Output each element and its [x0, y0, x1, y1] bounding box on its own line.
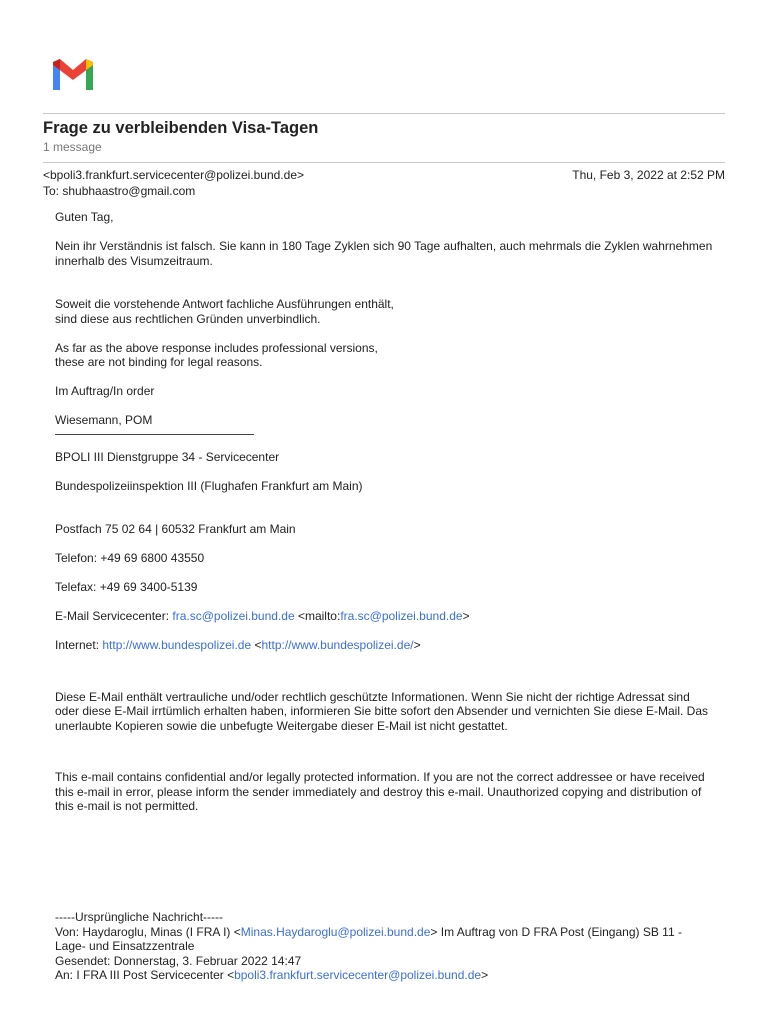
internet-line [55, 638, 715, 653]
signature-name: Wiesemann, POM [55, 413, 153, 427]
original-message-marker: -----Ursprüngliche Nachricht----- [55, 910, 224, 924]
phone-number: Telefon: +49 69 6800 43550 [55, 551, 205, 565]
website-link[interactable]: http://www.bundespolizei.de [102, 638, 252, 652]
signature-separator [55, 434, 254, 435]
unit-name: BPOLI III Dienstgruppe 34 - Servicecenter [55, 449, 280, 464]
disclaimer-en-line-1: As far as the above response includes professional versions, [55, 340, 378, 355]
postal-address: Postfach 75 02 64 | 60532 Frankfurt am Main [55, 522, 296, 536]
recipient-line: To: shubhaastro@gmail.com [43, 184, 196, 198]
quoted-to-suffix: > [481, 968, 489, 982]
quoted-sent-line: Gesendet: Donnerstag, 3. Februar 2022 14:47 [55, 953, 302, 968]
internet-label: Internet: [55, 638, 103, 652]
mailto-link[interactable]: fra.sc@polizei.bund.de [340, 609, 463, 623]
greeting: Guten Tag, [55, 210, 114, 224]
quoted-message-header [55, 910, 715, 983]
gmail-logo-icon [50, 56, 96, 92]
mailto-prefix: <mailto: [294, 609, 341, 623]
email-body [55, 210, 715, 814]
email-line [55, 609, 715, 624]
disclaimer-de-line-2: sind diese aus rechtlichen Gründen unverbindlich. [55, 311, 321, 326]
answer-paragraph: Nein ihr Verständnis ist falsch. Sie kann in 180 Tage Zyklen sich 90 Tage aufhalten, auch mehrmals die Zyklen wahrnehmen innerhalb des Visumzeitraum. [55, 239, 713, 268]
sender-address: <bpoli3.frankfurt.servicecenter@polizei.bund.de> [43, 168, 304, 182]
quoted-from-link[interactable]: Minas.Haydaroglu@polizei.bund.de [240, 924, 431, 939]
website-link-2[interactable]: http://www.bundespolizei.de/ [261, 638, 414, 652]
quoted-to-label: An: I FRA III Post Servicecenter < [55, 968, 235, 982]
quoted-from-label: Von: Haydaroglu, Minas (I FRA I) < [55, 924, 241, 939]
quoted-from-suffix: > Im Auftrag von D FRA Post (Eingang) SB 11 - Lage- und Einsatzzentrale [55, 924, 682, 953]
fax-number: Telefax: +49 69 3400-5139 [55, 580, 198, 594]
confidentiality-notice-en: This e-mail contains confidential and/or legally protected information. If you are not the correct addressee or have received this e-mail in error, please inform the sender immediately and destroy this e-mail. Unauthorized copying and distribution of this e-mail is not permitted. [55, 770, 705, 813]
internet-suffix: > [413, 638, 421, 652]
quoted-from-line [55, 925, 715, 954]
email-label: E-Mail Servicecenter: [55, 609, 173, 623]
disclaimer-de-line-1: Soweit die vorstehende Antwort fachliche Ausführungen enthält, [55, 297, 394, 311]
quoted-to-line [55, 968, 715, 983]
sent-date: Thu, Feb 3, 2022 at 2:52 PM [572, 168, 725, 182]
confidentiality-notice-de: Diese E-Mail enthält vertrauliche und/oder rechtlich geschützte Informationen. Wenn Sie nicht der richtige Adressat sind oder diese E-Mail irrtümlich erhalten haben, informieren Sie bitte sofort den Absender und vernichten Sie diese E-Mail. Das unerlaubte Kopieren sowie die unbefugte Weitergabe dieser E-Mail ist nicht gestattet. [55, 689, 709, 733]
header-divider [43, 113, 725, 114]
email-link[interactable]: fra.sc@polizei.bund.de [172, 609, 295, 623]
quoted-to-link[interactable]: bpoli3.frankfurt.servicecenter@polizei.bund.de [234, 968, 482, 982]
internet-mid: < [251, 638, 262, 652]
on-behalf-line: Im Auftrag/In order [55, 384, 155, 398]
disclaimer-en-line-2: these are not binding for legal reasons. [55, 355, 263, 369]
email-subject: Frage zu verbleibenden Visa-Tagen [43, 119, 319, 137]
mailto-suffix: > [462, 609, 470, 623]
message-count: 1 message [43, 140, 102, 154]
subject-divider [43, 162, 725, 163]
inspection-name: Bundespolizeiinspektion III (Flughafen Frankfurt am Main) [55, 478, 363, 493]
